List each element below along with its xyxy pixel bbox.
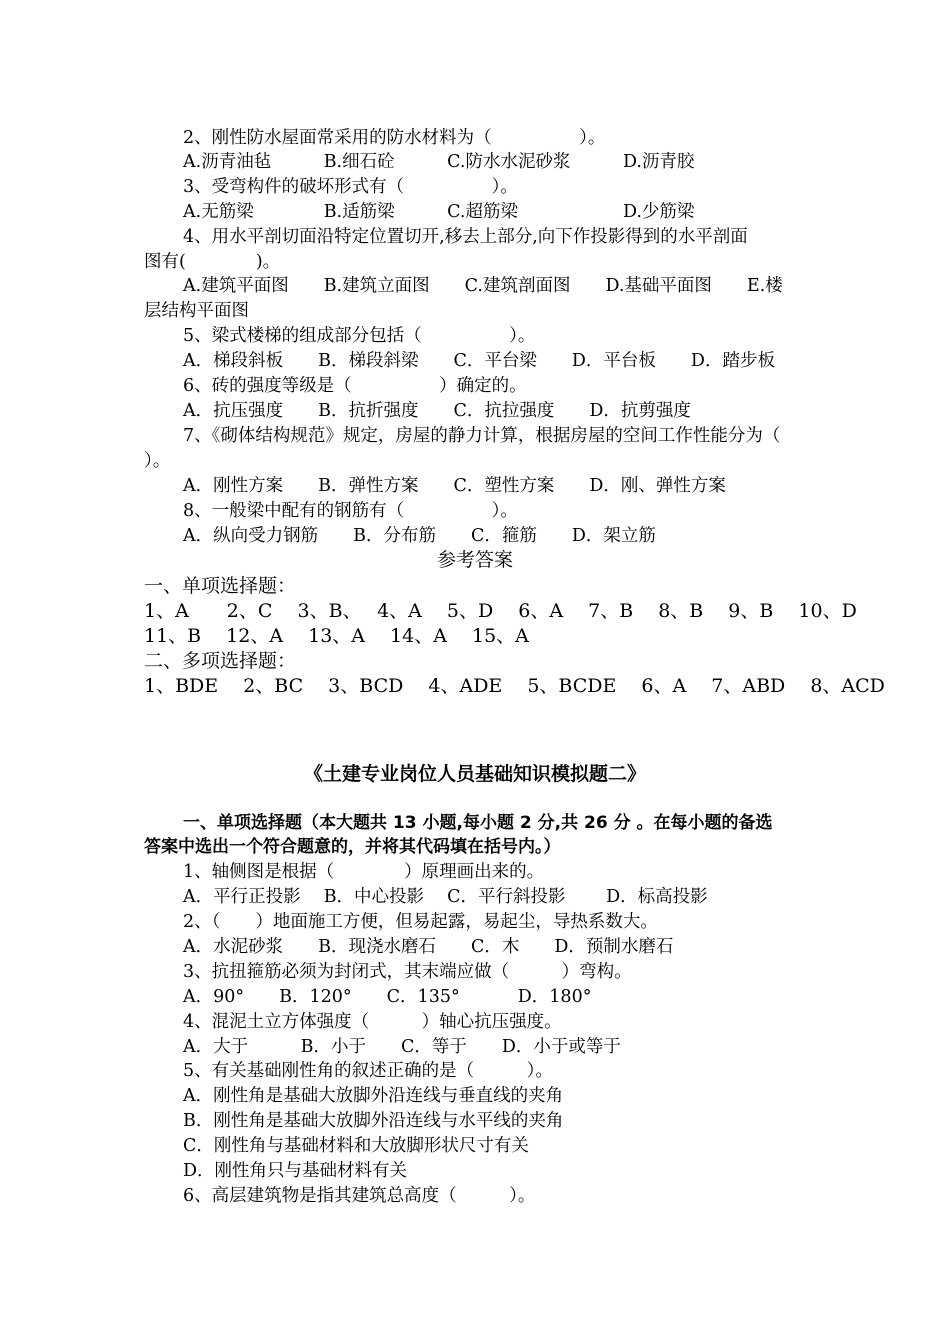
question-7-line2: ）。 — [144, 451, 171, 471]
exam2-question-6: 6、高层建筑物是指其建筑总高度（ ）。 — [183, 1186, 536, 1206]
exam2-question-4: 4、混泥土立方体强度（ ）轴心抗压强度。 — [183, 1012, 562, 1032]
question-2-options: A.沥青油毡 B.细石砼 C.防水水泥砂浆 D.沥青胶 — [183, 152, 695, 172]
exam2-question-5-option-c: C．刚性角与基础材料和大放脚形状尺寸有关 — [183, 1136, 529, 1156]
question-3-options: A.无筋梁 B.适筋梁 C.超筋梁 D.少筋梁 — [183, 202, 695, 222]
question-5: 5、梁式楼梯的组成部分包括（ ）。 — [183, 326, 536, 346]
question-8: 8、一般梁中配有的钢筋有（ ）。 — [183, 501, 518, 521]
exam2-question-3-options: A．90° B．120° C．135° D．180° — [183, 987, 592, 1007]
question-4-options-line1: A.建筑平面图 B.建筑立面图 C.建筑剖面图 D.基础平面图 E.楼 — [183, 276, 783, 296]
exam-2-title: 《土建专业岗位人员基础知识模拟题二》 — [303, 763, 646, 785]
exam2-question-3: 3、抗扭箍筋必须为封闭式，其末端应做（ ）弯构。 — [183, 962, 632, 982]
question-4-options-line2: 层结构平面图 — [144, 301, 249, 321]
answer-single-heading: 一、单项选择题： — [144, 575, 297, 597]
question-8-options: A．纵向受力钢筋 B．分布筋 C．箍筋 D．架立筋 — [183, 526, 656, 546]
question-4-line2: 图有( )。 — [144, 252, 281, 272]
answer-multi-line1: 1、BDE 2、BC 3、BCD 4、ADE 5、BCDE 6、A 7、ABD 8、ACD — [144, 675, 885, 697]
exam2-question-2: 2、（ ）地面施工方便，但易起露，易起尘，导热系数大。 — [183, 912, 658, 932]
question-6: 6、砖的强度等级是（ ）确定的。 — [183, 376, 527, 396]
exam2-question-2-options: A．水泥砂浆 B．现浇水磨石 C．木 D．预制水磨石 — [183, 937, 674, 957]
exam2-question-4-options: A．大于 B．小于 C．等于 D．小于或等于 — [183, 1037, 621, 1057]
question-5-options: A．梯段斜板 B．梯段斜梁 C．平台梁 D．平台板 D．踏步板 — [183, 351, 775, 371]
section-heading-line1: 一、单项选择题（本大题共 13 小题,每小题 2 分,共 26 分 。在每小题的备选 — [183, 813, 773, 833]
exam2-question-1-options: A．平行正投影 B．中心投影 C．平行斜投影 D．标高投影 — [183, 887, 708, 907]
exam2-question-1: 1、轴侧图是根据（ ）原理画出来的。 — [183, 862, 545, 882]
section-heading-line2: 答案中选出一个符合题意的，并将其代码填在括号内。） — [144, 837, 561, 857]
question-3: 3、受弯构件的破坏形式有（ ）。 — [183, 177, 518, 197]
exam2-question-5-option-d: D．刚性角只与基础材料有关 — [183, 1161, 408, 1181]
question-7-options: A．刚性方案 B．弹性方案 C．塑性方案 D．刚、弹性方案 — [183, 476, 726, 496]
exam2-question-5-option-a: A．刚性角是基础大放脚外沿连线与垂直线的夹角 — [183, 1086, 564, 1106]
answer-single-line2: 11、B 12、A 13、A 14、A 15、A — [144, 625, 529, 647]
question-6-options: A．抗压强度 B．抗折强度 C．抗拉强度 D．抗剪强度 — [183, 401, 691, 421]
answer-key-title: 参考答案 — [436, 549, 513, 571]
answer-multi-heading: 二、多项选择题： — [144, 650, 297, 672]
exam2-question-5-option-b: B．刚性角是基础大放脚外沿连线与水平线的夹角 — [183, 1111, 564, 1131]
question-2: 2、刚性防水屋面常采用的防水材料为（ ）。 — [183, 128, 606, 148]
answer-single-line1: 1、A 2、C 3、B、 4、A 5、D 6、A 7、B 8、B 9、B 10、D — [144, 600, 857, 622]
question-7-line1: 7、《砌体结构规范》规定，房屋的静力计算，根据房屋的空间工作性能分为（ — [183, 426, 781, 446]
question-4-line1: 4、用水平剖切面沿特定位置切开,移去上部分,向下作投影得到的水平剖面 — [183, 227, 748, 247]
exam2-question-5: 5、有关基础刚性角的叙述正确的是（ ）。 — [183, 1061, 553, 1081]
